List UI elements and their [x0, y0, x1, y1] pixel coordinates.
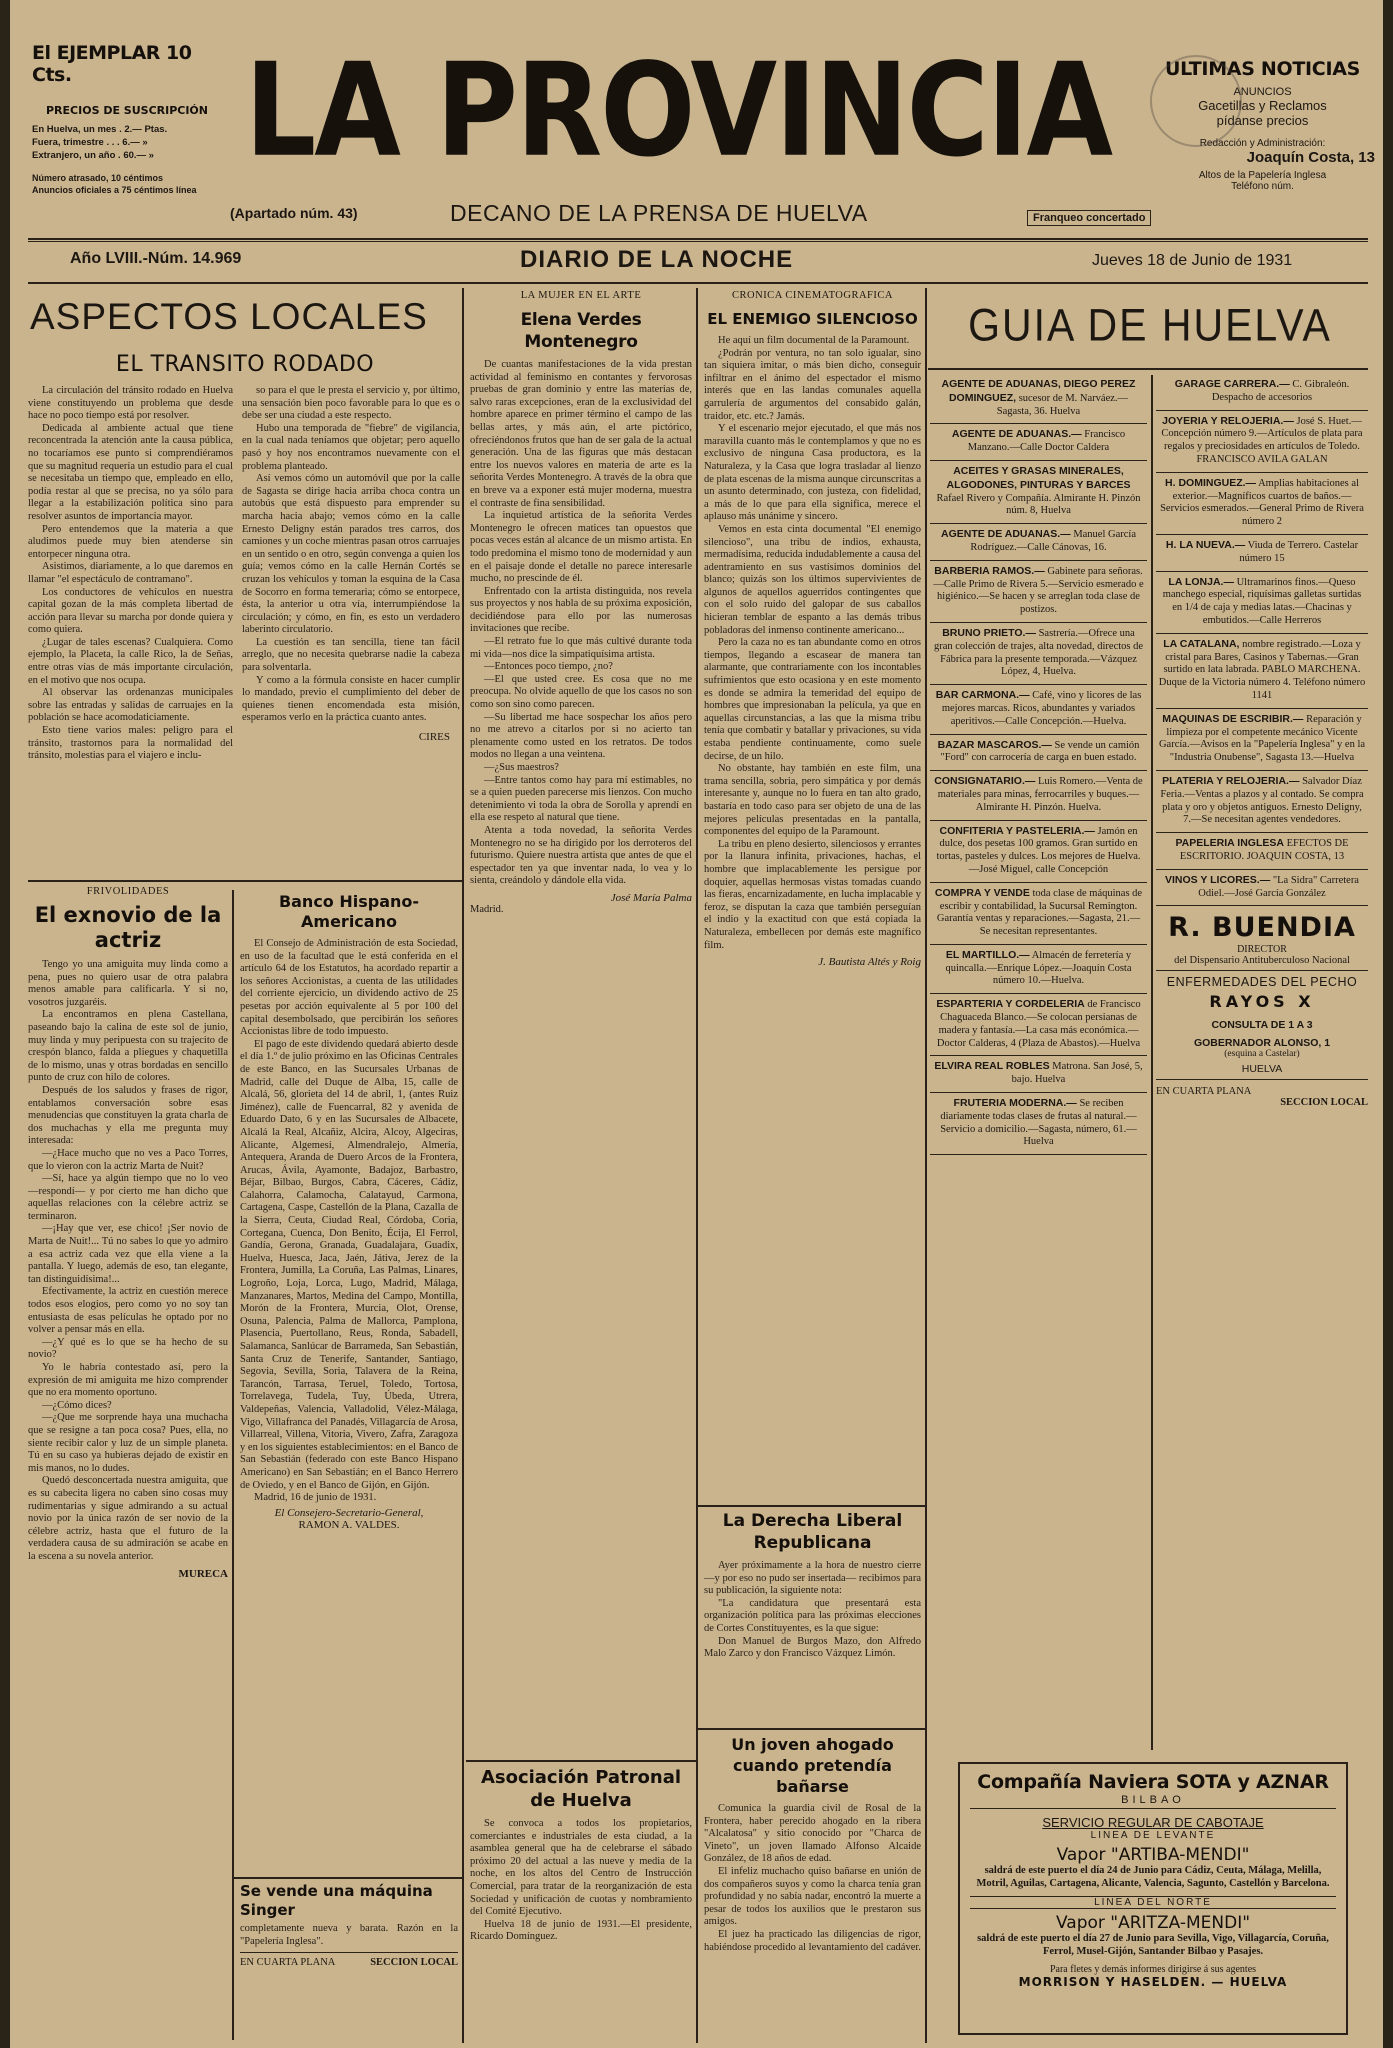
frivolidades-paragraph: —¿Cómo dices?	[42, 1399, 112, 1411]
cine-paragraph: Y el escenario mejor ejecutado, el que más nos maravilla cuanto más le contemplamos y que no es exclusivo de ninguna Casa productora, es la Naturaleza, y la Casa que logra trasladar al lienzo de plata escenas de la misma aunque circunscritas a un asunto determinado, con justeza, con fidelidad, a más de lo que para ella significa, merece el aplauso más unánime y sincero.	[704, 423, 921, 523]
guide-entry-head: H. LA NUEVA.—	[1165, 538, 1246, 551]
sota-city: BILBAO	[970, 1794, 1336, 1809]
sota-ship2: Vapor "ARITZA-MENDI"	[1055, 1913, 1251, 1933]
ahogado-article	[704, 1734, 921, 2039]
guide-entry-head: ESPARTERIA Y CORDELERIA	[936, 998, 1085, 1011]
admin-street: Joaquín Costa, 13	[1246, 149, 1375, 166]
guide-entry-head: H. DOMINGUEZ.—	[1165, 476, 1257, 489]
article-transito-col1	[28, 385, 233, 877]
guide-entry-text: Rafael Rivero y Compañía. Almirante H. Pinzón núm. 8, Huelva	[936, 492, 1141, 517]
guide-entry-text: nombre registrado.—Loza y cristal para Bares, Casinos y Tabernas.—Gran surtido en lata labrada. PABLO MARCHENA. Duque de la Victoria número 4. Teléfono número 1141	[1158, 638, 1366, 701]
guide-entry	[930, 524, 1147, 561]
headline-ahogado: Un joven ahogado cuando pretendía bañarse	[731, 1735, 894, 1796]
guide-entry-head: ELVIRA REAL ROBLES	[934, 1060, 1050, 1073]
frivolidades-article	[28, 886, 228, 2036]
guide-entry	[1156, 709, 1368, 771]
guide-entry	[930, 735, 1147, 772]
guide-entry-text: Reparación y limpieza por el competente mecánico Vicente García.—Avisos en la "Papelería Inglesa" y en la "Industria Onubense", Sagasta 13.—Huelva	[1158, 713, 1366, 764]
subscription-note-line: Anuncios oficiales a 75 céntimos línea	[32, 185, 197, 195]
subscription-rows	[32, 123, 222, 162]
sota-line1: LINEA DE LEVANTE	[1090, 1830, 1216, 1841]
admin-label: Redacción y Administración:	[1199, 138, 1326, 149]
headline-enemigo: EL ENEMIGO SILENCIOSO	[707, 310, 918, 328]
cine-paragraph: ¿Podrán por ventura, no tan solo igualar, sino tan siquiera imitar, o más bien dicho, conseguir infiltrar en el ánimo del espectador el mismo interés que en las landas comunales aquella garrulería de argumentos del consabido galán, traidor, etc. etc.? Jamás.	[704, 347, 921, 422]
headline-derecha: La Derecha Liberal Republicana	[722, 1511, 903, 1553]
headline-exnovio: El exnovio de la actriz	[34, 903, 222, 952]
guide-entry-text: Salvador Díaz Feria.—Ventas a plazos y al contado. Se compra plata y oro y objetos antiguos. Ernesto Deligny, 7.—Se necesitan agentes vendedores.	[1160, 775, 1364, 826]
guide-entry-text: Ultramarinos finos.—Queso manchego especial, riquísimas galletas surtidas en 1/4 de caja y medias latas.—Chacinas y embutidos.—Calle Herreros	[1162, 576, 1362, 626]
guide-entry-head: BAZAR MASCAROS.—	[937, 738, 1052, 751]
guide-entry-head: BAR CARMONA.—	[935, 689, 1030, 702]
guide-entry	[930, 821, 1147, 883]
guide-entry-text: Almacén de ferretería y quincalla.—Enrique López.—Joaquín Costa número 10.—Huelva.	[945, 949, 1132, 987]
guide-entry-head: BRUNO PRIETO.—	[942, 626, 1036, 639]
guide-entry-text: Manuel García Rodríguez.—Calle Cánovas, 16.	[970, 529, 1136, 553]
signature-cires: CIRES	[418, 731, 450, 744]
cine-kicker: CRONICA CINEMATOGRAFICA	[732, 290, 893, 301]
transito-paragraph: Asistimos, diariamente, a lo que daremos en llamar "el espectáculo de contramano".	[28, 561, 233, 585]
guide-entry-head: AGENTE DE ADUANAS.—	[951, 428, 1082, 441]
issue-number: Año LVIII.-Núm. 14.969	[70, 250, 242, 267]
mujer-kicker: LA MUJER EN EL ARTE	[520, 290, 642, 301]
frivolidades-paragraph: —¡Hay que ver, ese chico! ¡Ser novio de Marta de Nuit!... Tú no sabes lo que yo admiro a esa actriz cada vez que ella viene a la pantalla. Y luego, además de eso, tan elegante, tan distinguidísima!...	[28, 1223, 228, 1285]
guide-entry-text: "La Sidra" Carretera Odiel.—José García González	[1198, 874, 1359, 899]
guide-entry-text: sucesor de M. Narváez.—Sagasta, 36. Huelva	[996, 392, 1129, 417]
guia-left-column	[930, 374, 1147, 1750]
mujer-paragraph: La inquietud artística de la señorita Verdes Montenegro le ofrecen matices tan opuestos que pocas veces están al alcance de un mismo artista. En todo predomina el mismo tono de modernidad y aun en el paisaje donde el detalle no parece interesarle mucho, no prescinde de él.	[470, 510, 692, 585]
guide-entry-text: Matrona. San José, 5, bajo. Huelva	[1011, 1061, 1143, 1086]
guide-entry-text: Sastrería.—Ofrece una gran colección de trajes, alta novedad, directos de Fábrica para la presente temporada.—Vázquez López, 4, Huelva.	[933, 627, 1144, 678]
ahogado-paragraph: Comunica la guardia civil de Rosal de la Frontera, haber perecido ahogado en la ribera "Alcalatosa" y sitio conocido por "Charca de Vineto", un joven llamado Alfonso Alcaide González, de 18 años de edad.	[704, 1803, 921, 1865]
guide-entry-head: LA LONJA.—	[1168, 575, 1234, 588]
guide-entry	[930, 1056, 1147, 1093]
cine-paragraph: He aquí un film documental de la Paramount.	[718, 335, 910, 346]
guide-entry-head: EL MARTILLO.—	[945, 948, 1030, 961]
headline-asociacion: Asociación Patronal de Huelva	[480, 1767, 682, 1811]
transito-paragraph: Al observar las ordenanzas municipales sobre las entradas y salidas de carruajes en la población se hace acomodaticiamente.	[28, 687, 233, 724]
guia-right-column	[1156, 374, 1368, 906]
transito-paragraph: Pero entendemos que la materia a que aludimos puede muy bien atenderse sin entorpecer ninguna otra.	[28, 523, 233, 560]
mujer-paragraph: —¿Sus maestros?	[484, 762, 559, 773]
guide-entry-text: Jamón en dulce, dos pesetas 100 gramos. Gran surtido en tortas, pasteles y dulces. Los mejores de Huelva.—José Miguel, calle Concepción	[936, 825, 1141, 875]
guide-entry-text: toda clase de máquinas de escribir y contabilidad, la Sucursal Remington. Garantía ventas y reparaciones.—Sagasta, 21.—Se necesitan representantes.	[936, 887, 1143, 938]
transito-paragraph: Y como a la fórmula consiste en hacer cumplir lo mandado, previo el cumplimiento del deber de quienes tienen encomendada esta misión, esperamos verlo en la práctica cuanto antes.	[242, 674, 460, 724]
guide-entry	[930, 685, 1147, 734]
mujer-article	[470, 290, 692, 1755]
guide-entry-text: Viuda de Terrero. Castelar número 15	[1239, 539, 1359, 564]
frivolidades-kicker: FRIVOLIDADES	[86, 886, 170, 897]
guide-entry	[1156, 535, 1368, 572]
buendia-city: HUELVA	[1241, 1063, 1283, 1076]
guide-entry	[930, 945, 1147, 994]
cine-article	[704, 290, 921, 1500]
subscription-note	[32, 172, 222, 196]
guide-entry-head: MAQUINAS DE ESCRIBIR.—	[1162, 712, 1304, 725]
singer-ad	[240, 1882, 458, 1968]
buendia-role: DIRECTOR	[1237, 944, 1287, 956]
derecha-paragraph: Don Manuel de Burgos Mazo, don Alfredo Malo Zarco y don Francisco Vázquez Limón.	[704, 1635, 921, 1660]
banco-paragraph: Madrid, 16 de junio de 1931.	[254, 1492, 377, 1504]
guide-entry	[930, 883, 1147, 945]
sota-aznar-ad	[958, 1762, 1348, 2035]
cine-paragraph: Pero la caza no es tan abundante como en otros tiempos, llegando a escasear de manera tan alarmante, que contrariamente con los incontables sufrimientos que esto ocasiona y en este momento es donde se admira la temeridad del equipo de hombres que impresionaban la película, ya que en aquellas circunstancias, a las que la misma tribu tenía que combatir y batallar y privaciones, su vida estaba pendiente continuamente, como suele decirse, de un hilo.	[704, 637, 921, 762]
banco-sig-1: El Consejero-Secretario-General,	[274, 1506, 424, 1519]
subscription-title: PRECIOS DE SUSCRIPCIÓN	[46, 104, 208, 117]
frivolidades-paragraph: Quedó desconcertada nuestra amiguita, que es su cabecita ligera no caben sino cosas muy rudimentarias y sigue admirando a su actual novio por la única razón de ser novio de la célebre actriz, hasta que el futuro de la verdadera causa de su admiración se acabe en la escena a su novela anterior.	[28, 1475, 228, 1562]
asociacion-body: Se convoca a todos los propietarios, comerciantes e industriales de esta ciudad, a la asamblea general que ha de celebrarse el sábado próximo 20 del actual a las nueve y media de la noche, en los altos del Centro de Instrucción Comercial, para tratar de la reorganización de esta Sociedad y unificación de cuotas y nombramiento del Comité Ejecutivo.	[470, 1818, 692, 1918]
guide-entry	[1156, 572, 1368, 634]
singer-body: completamente nueva y barata. Razón en la "Papelería Inglesa".	[240, 1923, 458, 1947]
guia-foot-right: SECCION LOCAL	[1280, 1097, 1368, 1109]
guide-entry-text: Amplias habitaciones al exterior.—Magníficos cuartos de baños.—Servicios esmerados.—General Primo de Rivera número 2	[1160, 477, 1364, 528]
frivolidades-paragraph: La encontramos en plena Castellana, paseando bajo la calina de este sol de junio, muy linda y muy peripuesta con su trajecito de crespón blanco, falda a pliegues y chaquetilla de lo mismo, unas y otras bordadas en sencillo punto de cruz con hilo de colores.	[28, 1009, 228, 1084]
guide-entry-head: AGENTE DE ADUANAS, DIEGO PEREZ DOMINGUEZ,	[941, 378, 1136, 404]
frivolidades-paragraph: Efectivamente, la actriz en cuestión merece todos esos elogios, pero como yo no soy tan entusiasta de esas películas he optado por no volver a pensar más en ella.	[28, 1286, 228, 1336]
mujer-paragraph: —Entonces poco tiempo, ¿no?	[484, 661, 613, 673]
signature-palma: José María Palma	[610, 891, 692, 904]
guide-entry-head: BARBERIA RAMOS.—	[934, 564, 1045, 577]
price-box	[32, 42, 222, 196]
guide-entry	[930, 994, 1147, 1056]
guide-entry-head: AGENTE DE ADUANAS.—	[940, 528, 1071, 541]
guide-entry-head: ACEITES Y GRASAS MINERALES, ALGODONES, PINTURAS Y BARCES	[946, 464, 1131, 491]
issue-price: El EJEMPLAR 10 Cts.	[32, 42, 192, 86]
guide-entry-text: Francisco Manzano.—Calle Doctor Caldera	[967, 429, 1126, 454]
transito-paragraph: Esto tiene varios males: peligro para el tránsito, trastornos para la normalidad del tránsito, molestias para el viajero e inclu-	[28, 725, 233, 762]
signature-altes: J. Bautista Altés y Roig	[818, 956, 921, 969]
buendia-addr2: (esquina a Castelar)	[1224, 1049, 1300, 1060]
guide-entry	[930, 424, 1147, 461]
asociacion-article	[470, 1766, 692, 2041]
cine-paragraph: Vemos en esta cinta documental "El enemigo silencioso", una tribu de indios, exhausta, mermadísima, reducida indudablemente a causa del adentramiento en sus vastísimos dominios del blanco; quizás son los últimos supervivientes de algunos de aquellos aguerridos contingentes que con el solo ruido del galopar de sus caballos hicieran temblar de espanto a las demás tribus pobladoras del inmenso continente americano...	[704, 523, 921, 636]
headline-singer: Se vende una máquina Singer	[240, 1882, 433, 1919]
headline-elena: Elena Verdes Montenegro	[520, 310, 642, 352]
issue-date: Jueves 18 de Junio de 1931	[1092, 252, 1293, 269]
guide-entry-text: Gabinete para señoras.—Calle Primo de Rivera 5.—Servicio esmerado e higiénico.—Se hacen y se arreglan toda clase de postizos.	[933, 565, 1144, 616]
guide-entry	[930, 771, 1147, 820]
transito-paragraph: La cuestión es tan sencilla, tiene tan fácil arreglo, que no necesita quebrarse nadie la cabeza para solventarla.	[242, 636, 460, 674]
guide-entry-head: VINOS Y LICORES.—	[1165, 873, 1271, 886]
sota-foot: Para fletes y demás informes dirigirse á sus agentes	[1049, 1964, 1257, 1975]
transito-paragraph: Dedicada al ambiente actual que tiene reconcentrada la atención ante la causa pública, no tocaríamos ese punto si comprendiéramos que su magnitud requería un estudio para el cual se necesitaba un tiempo que, empleado en ello, podía restar al que se precisa, no ya sólo para llegar a la estabilización política sino para resolver asuntos de importancia mayor.	[28, 422, 233, 522]
sota-text2: saldrá de este puerto el día 27 de Junio para Sevilla, Vigo, Villagarcía, Coruña, Ferrol, Musel-Gijón, Santander Bilbao y Pasajes.	[977, 1933, 1329, 1957]
guide-entry	[930, 461, 1147, 524]
subscription-row: Fuera, trimestre . . . 6.— »	[32, 137, 148, 148]
headline-banco: Banco Hispano-Americano	[278, 892, 420, 931]
transito-paragraph: Hubo una temporada de "fiebre" de vigilancia, en la cual nada teníamos que objetar; pero aquello pasó y hoy nos encontramos nuevamente con el problema planteado.	[242, 422, 460, 472]
guide-entry-head: LA CATALANA,	[1163, 637, 1240, 650]
derecha-paragraph: Ayer próximamente a la hora de nuestro cierre —y por eso no pudo ser insertada— recibimos para su publicación, la siguiente nota:	[704, 1560, 921, 1597]
frivolidades-paragraph: Yo le habría contestado así, pero la expresión de mi amiguita me hizo comprender que no era momento oportuno.	[28, 1362, 228, 1399]
section-title: ASPECTOS LOCALES	[30, 296, 428, 337]
guide-entry-head: FRUTERIA MODERNA.—	[953, 1097, 1077, 1110]
mujer-place: Madrid.	[470, 903, 504, 915]
mujer-paragraph: Atenta a toda novedad, la señorita Verdes Montenegro no se ha dirigido por los derroteros del futurismo. Quiere nuestra artista que antes de que el espectador ten ya que inventar nada, lo vea y lo sienta, creándolo y dándole ella vida.	[470, 824, 692, 887]
transito-paragraph: La circulación del tránsito rodado en Huelva viene constituyendo un problema que desde hace no poco tiempo está por resolver.	[28, 385, 233, 422]
banco-paragraph: El Consejo de Administración de esta Sociedad, en uso de la facultad que le está conferida en el artículo 64 de los Estatutos, ha acordado repartir a los señores Accionistas, a cuenta de las utilidades del corriente ejercicio, un dividendo activo de 25 pesetas por acción equivalente al 5 por 100 del capital desembolsado, que percibirán los señores Accionistas libre de todo impuesto.	[240, 938, 458, 1038]
derecha-paragraph: "La candidatura que presentará esta organización política para las próximas elecciones de Cortes Constituyentes, es la que sigue:	[704, 1597, 921, 1634]
signature-mureca: MURECA	[178, 1567, 228, 1580]
cine-paragraph: No obstante, hay también en este film, una trama sencilla, sobria, pero simpática y por demás interesante y, aunque no lo fuera en tan alto grado, bastaría en todo caso para ser objeto de una de las mejores películas presentadas en la pantalla, componentes del equipo de la Paramount.	[704, 763, 921, 838]
singer-foot-left: EN CUARTA PLANA	[240, 1957, 336, 1969]
guide-entry-text: Se reciben diariamente todas clases de frutas al natural.—Servicio a domicilio.—Sagasta, número, 61.—Huelva	[940, 1098, 1137, 1148]
sota-text1: saldrá de este puerto el día 24 de Junio para Cádiz, Ceuta, Málaga, Melilla, Motril, Aguilas, Cartagena, Alicante, Valencia, Sagunto, Castellón y Barcelona.	[976, 1865, 1330, 1889]
derecha-article	[704, 1510, 921, 1725]
mujer-paragraph: Enfrentado con la artista distinguida, nos revela sus proyectos y nos habla de su próxima exposición, decidiéndose para ello por las numerosas invitaciones que recibe.	[470, 585, 692, 635]
guide-entry-text: Café, vino y licores de las mejores marcas. Ricos, abundantes y variados aperitivos.—Calle Concepción.—Huelva.	[941, 690, 1142, 727]
apartado: (Apartado núm. 43)	[230, 205, 358, 221]
transito-paragraph: Así vemos cómo un automóvil que por la calle de Sagasta se dirige hacia arriba choca contra un autobús que está dispuesto para emprender su marcha hacia abajo; vemos cómo en la calle Ernesto Deligny están parados tres carros, dos camiones y un coche mientras pasan otros carruajes en un sentido o en otro, según convenga a quien los guía; vemos cómo en la calle Hernán Cortés se cruzan los vehículos y toman la esquina de la Casa de Socorro en forma temeraria; cómo se entorpece, ésta, la anterior u otra vía, interrumpiéndose la circulación; y cómo, en fin, es esto un verdadero laberinto circulatorio.	[242, 473, 460, 636]
right-line-2: Gacetillas y Reclamos	[1198, 98, 1327, 113]
guide-entry-head: COMPRA Y VENDE	[934, 886, 1030, 899]
guide-entry-text: de Francisco Chaguaceda Blanco.—Se colocan persianas de madera y fantasía.—La casa más económica.—Doctor Calderas, 4 (Plaza de Abastos).—Huelva	[936, 999, 1141, 1049]
buendia-spec: ENFERMEDADES DEL PECHO	[1166, 975, 1358, 990]
ahogado-paragraph: El infeliz muchacho quiso bañarse en unión de dos compañeros suyos y como la charca tenía gran profundidad y no sabía nadar, encontró la muerte a pesar de todos los auxilios que le prestaron sus amigos.	[704, 1865, 921, 1928]
stamp-seal	[1150, 55, 1242, 147]
guide-entry	[1156, 634, 1368, 709]
guide-entry	[1156, 473, 1368, 535]
frivolidades-paragraph: —¿Hace mucho que no ves a Paco Torres, que lo vieron con la actriz Marta de Nuit?	[28, 1147, 228, 1172]
sota-ship1: Vapor "ARTIBA-MENDI"	[1056, 1845, 1250, 1865]
buendia-line: del Dispensario Antituberculoso Nacional	[1174, 955, 1350, 967]
buendia-name: R. BUENDIA	[1168, 912, 1356, 944]
singer-foot-right: SECCION LOCAL	[370, 1957, 458, 1969]
guide-entry	[930, 623, 1147, 685]
banco-paragraph: El pago de este dividendo quedará abierto desde el día 1.º de julio próximo en las Oficinas Centrales de este Banco, en las Sucursales Urbanas de Madrid, calle del Duque de Alba, 15, calle de Alcalá, 56, glorieta del 14 de abril, 1, (antes Ruiz Jiménez), calle de Fuencarral, 82 y avenida de Eduardo Dato, 6 y en las Sucursales de Albacete, Alcalá la Real, Alcañiz, Alcira, Alcoy, Algeciras, Alicante, Algemesí, Almendralejo, Almería, Antequera, Aranda de Duero Arcos de la Frontera, Arucas, Ávila, Ayamonte, Badajoz, Barbastro, Béjar, Bilbao, Burgos, Cabra, Cáceres, Cádiz, Calahorra, Calamocha, Calatayud, Carmona, Cartagena, Caspe, Castellón de la Plana, Cazalla de la Sierra, Ceuta, Ciudad Real, Córdoba, Coria, Cortegana, Cuenca, Don Benito, Écija, El Ferrol, Gandía, Gerona, Granada, Guadalajara, Guadix, Huelva, Huesca, Jaca, Jaén, Játiva, Jerez de la Frontera, Jumilla, La Coruña, Las Palmas, Linares, Logroño, Loja, Lorca, Lugo, Madrid, Málaga, Manzanares, Martos, Medina del Campo, Montilla, Morón de la Frontera, Murcia, Olot, Orense, Osuna, Palencia, Palma de Mallorca, Pamplona, Plasencia, Puertollano, Reus, Ronda, Sabadell, Salamanca, Sanlúcar de Barrameda, San Sebastián, Santa Cruz de Tenerife, Santander, Santiago, Segovia, Sevilla, Soria, Talavera de la Reina, Tarancón, Tarrasa, Teruel, Toledo, Tortosa, Torrelavega, Tudela, Tuy, Úbeda, Utrera, Valdepeñas, Valencia, Valladolid, Vélez-Málaga, Vigo, Villafranca del Panadés, Villagarcía de Arosa, Villarreal, Villena, Vitoria, Vivero, Zafra, Zaragoza y en los siguientes establecimientos: en el Banco de San Sebastián (federado con este Banco Hispano Americano) en San Sebastián; en el Banco Herrero de Oviedo, y en el Banco de Gijón, en Gijón.	[240, 1038, 458, 1491]
guide-entry	[1156, 833, 1368, 870]
sota-title: Compañía Naviera SOTA y AZNAR	[977, 1771, 1329, 1793]
guide-entry	[930, 561, 1147, 623]
guide-entry-text: José S. Huet.—Concepción número 9.—Artículos de plata para regalos y preciosidades en artículos de Toledo. FRANCISCO AVILA GALAN	[1161, 415, 1363, 465]
guide-entry-text: Luis Romero.—Venta de materiales para minas, ferrocarriles y buques.—Almirante H. Pinzón. Huelva.	[937, 776, 1143, 813]
mujer-paragraph: De cuantas manifestaciones de la vida prestan actividad al feminismo en contantes y fervorosas pruebas de gran dominio y entre las materias de, salvo raras excepciones, eran de la exclusividad del hombre aparece en primer término el campo de las bellas artes, y más aún, el arte pictórico, ofreciéndonos frutos que han de ser gala de la actual generación. Una de las figuras que más destacan entre los nuevos valores en materia de arte es la señorita Verdes Montenegro. A través de la obra que en breve va a exponer está mujer moderna, muestra el contraste de fina sensibilidad.	[470, 359, 692, 509]
sota-service: SERVICIO REGULAR DE CABOTAJE	[1042, 1815, 1264, 1830]
banco-article	[240, 886, 458, 1871]
transito-paragraph: so para el que le presta el servicio y, por último, una sensación bien poco favorable para lo que es o debe ser una ciudad a este respecto.	[242, 385, 460, 422]
frivolidades-paragraph: —¿Que me sorprende haya una muchacha que se resigne a tan poca cosa? Pues, ella, no siente recibir calor y luz de un simple planeta. Tú en su caso ya hubieras dejado de existir en mis manos, no lo dudes.	[28, 1412, 228, 1474]
admin-line-1: Altos de la Papelería Inglesa	[1198, 170, 1327, 181]
newspaper-page	[10, 0, 1383, 2048]
buendia-ad	[1156, 906, 1368, 1108]
guide-entry	[1156, 374, 1368, 411]
banco-sig-2: RAMON A. VALDES.	[298, 1518, 400, 1531]
ahogado-paragraph: El juez ha practicado las diligencias de rigor, habiéndose procedido al levantamiento del cadáver.	[704, 1928, 921, 1953]
subscription-note-line: Número atrasado, 10 céntimos	[32, 173, 164, 183]
cine-paragraph: La tribu en pleno desierto, silenciosos y errantes por la llanura infinita, privaciones, hachas, el hombre que implacablemente les persigue por doquier, aquellas hermosas vistas tomadas cuando las fieras, encarnizadamente, en lucha implacable y feroz, se disputan la caza que también perseguían el indio y la exactitud con que está copiada la Naturaleza, embellecen por demás este magnífico film.	[704, 838, 921, 951]
guide-entry-head: GARAGE CARRERA.—	[1174, 378, 1290, 390]
right-line-3: pídanse precios	[1216, 113, 1309, 128]
guide-entry-text: Se vende un camión "Ford" con carrocería de carga en buen estado.	[940, 739, 1140, 764]
sota-line2: LINEA DEL NORTE	[970, 1896, 1336, 1909]
headline-transito: EL TRANSITO RODADO	[115, 352, 375, 377]
guia-right-area	[1156, 374, 1368, 1750]
buendia-addr: GOBERNADOR ALONSO, 1	[1193, 1037, 1331, 1050]
buendia-hours: CONSULTA DE 1 A 3	[1211, 1019, 1313, 1032]
sota-agents: MORRISON Y HASELDEN. — HUELVA	[1018, 1975, 1288, 1989]
frivolidades-paragraph: —¿Y qué es lo que se ha hecho de su novio?	[28, 1336, 228, 1361]
buendia-rayos: RAYOS X	[1209, 992, 1315, 1012]
guide-entry	[1156, 411, 1368, 473]
masthead-subtitle: DECANO DE LA PRENSA DE HUELVA	[450, 200, 868, 226]
transito-paragraph: Los conductores de vehículos en nuestra capital gozan de la más completa libertad de acción para llevar su marcha por donde quiera y como quiera.	[28, 586, 233, 636]
subscription-row: En Huelva, un mes . 2.— Ptas.	[32, 124, 168, 135]
mujer-paragraph: —El que usted cree. Es cosa que no me preocupa. No olvide aquello de que los casos no son como son sino como parecen.	[470, 673, 692, 711]
transito-paragraph: ¿Lugar de tales escenas? Cualquiera. Como ejemplo, la Placeta, la calle Rico, la de Señas, entre otras vías de más importante circulación, en el motivo que nos ocupa.	[28, 636, 233, 686]
ultimas-noticias: ULTIMAS NOTICIAS	[1164, 58, 1360, 80]
mujer-paragraph: —Su libertad me hace sospechar los años pero no me atrevo a citarlos por si no acierto tan plenamente como usted en los retratos. De todos modos no llegan a una veintena.	[470, 711, 692, 761]
guia-title: GUIA DE HUELVA	[968, 300, 1332, 351]
frivolidades-paragraph: Tengo yo una amiguita muy linda como a pena, pues no quiero usar de otra palabra menos amable para calificarla. Y si no, vosotros juzgaréis.	[28, 959, 228, 1008]
subscription-row: Extranjero, un año . 60.— »	[32, 150, 154, 161]
right-line-1: ANUNCIOS	[1233, 86, 1292, 98]
guide-entry-text: EFECTOS DE ESCRITORIO. JOAQUIN COSTA, 13	[1179, 838, 1349, 862]
guide-entry-head: PAPELERIA INGLESA	[1175, 837, 1284, 850]
guide-entry	[930, 374, 1147, 424]
masthead-title: LA PROVINCIA	[244, 36, 1112, 186]
mujer-paragraph: —Entre tantos como hay para mí estimables, no se a quien pueden parecerse mis lienzos. Con mucho detenimiento vi toda la obra de Sorolla y aprendí en ella ese respeto al natural que tiene.	[470, 774, 692, 824]
guia-foot-left: EN CUARTA PLANA	[1156, 1086, 1252, 1098]
mujer-paragraph: —El retrato fue lo que más cultivé durante toda mi vida—nos dice la simpatiquísima artista.	[470, 636, 692, 660]
franqueo-box: Franqueo concertado	[1027, 210, 1151, 226]
guide-entry-head: CONFITERIA Y PASTELERIA.—	[939, 824, 1095, 837]
guide-entry	[930, 1093, 1147, 1155]
guide-entry-text: C. Gibraleón. Despacho de accesorios	[1211, 379, 1350, 403]
guide-entry-head: CONSIGNATARIO.—	[934, 775, 1036, 788]
frivolidades-paragraph: —Sí, hace ya algún tiempo que no lo veo —respondí— y por cierto me han dicho que aquellas relaciones con la célebre actriz se terminaron.	[28, 1173, 228, 1222]
admin-line-2: Teléfono núm.	[1231, 181, 1294, 192]
guide-entry	[1156, 771, 1368, 833]
guide-entry	[1156, 870, 1368, 907]
article-transito-col2	[242, 385, 460, 877]
asociacion-date: Huelva 18 de junio de 1931.—El presidente, Ricardo Domínguez.	[470, 1918, 692, 1943]
frivolidades-paragraph: Después de los saludos y frases de rigor, entablamos conversación sobre esas menudencias que constituyen la grata charla de dos muchachas y ella me pregunta muy interesada:	[28, 1084, 228, 1147]
guide-entry-head: PLATERIA Y RELOJERIA.—	[1162, 774, 1300, 787]
guide-entry-head: JOYERIA Y RELOJERIA.—	[1162, 414, 1294, 427]
edition-name: DIARIO DE LA NOCHE	[520, 246, 794, 273]
